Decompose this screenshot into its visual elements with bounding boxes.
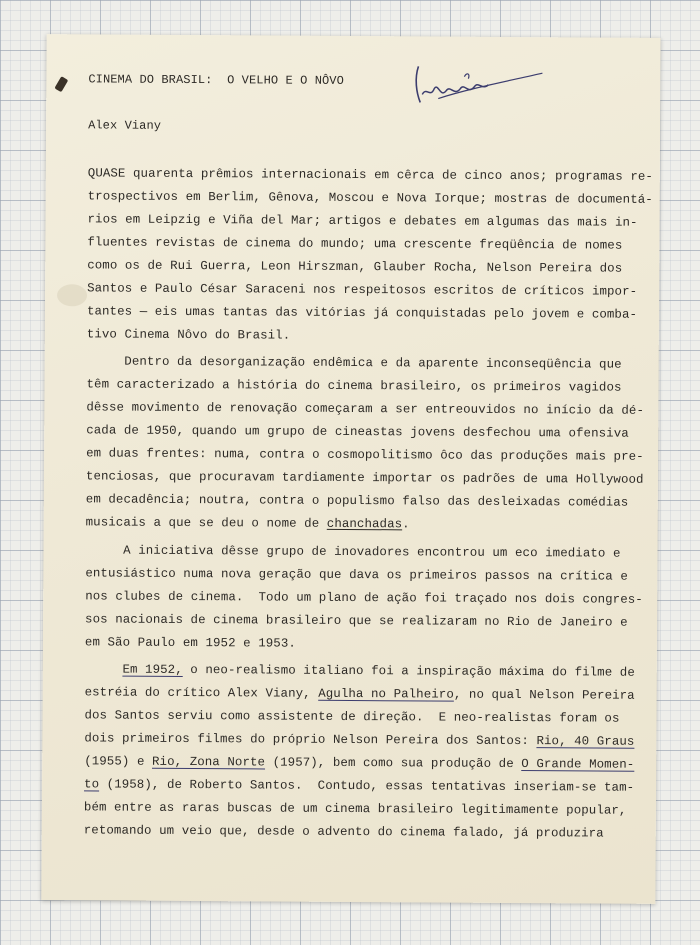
text-line: dos Santos serviu como assistente de direção. E neo-realistas foram os bbox=[84, 708, 620, 726]
text-segment: estréia do crítico Alex Viany, bbox=[84, 685, 319, 701]
paper-stain bbox=[57, 284, 87, 306]
text-line: em decadência; noutra, contra o populismo falso das desleixadas comédias bbox=[85, 492, 629, 510]
film-title: O Grande Momen- bbox=[521, 757, 635, 772]
text-line: como os de Rui Guerra, Leon Hirszman, Glauber Rocha, Nelson Pereira dos bbox=[87, 258, 623, 276]
text-line bbox=[85, 685, 635, 702]
text-line: QUASE quarenta prêmios internacionais em cêrca de cinco anos; programas re- bbox=[87, 166, 654, 184]
underlined-term: chanchadas bbox=[326, 516, 403, 532]
text-segment bbox=[85, 662, 123, 676]
text-line: entusiástico numa nova geração que dava os primeiros passos na crítica e bbox=[85, 566, 628, 584]
pen-underlined-text: Em 1952, bbox=[122, 662, 183, 677]
text-segment: musicais a que se deu o nome de bbox=[85, 515, 327, 531]
text-line bbox=[84, 754, 634, 771]
film-title: Rio, 40 Graus bbox=[536, 734, 635, 749]
text-line bbox=[86, 515, 410, 531]
text-segment: (1958), de Roberto Santos. Contudo, essas tentativas inseriam-se tam- bbox=[99, 777, 635, 795]
text-line: em duas frentes: numa, contra o cosmopolitismo ôco das produções mais pre- bbox=[86, 446, 644, 464]
text-segment: (1957), bem como sua produção de bbox=[265, 755, 522, 772]
text-line: sos nacionais de cinema brasileiro que se realizaram no Rio de Janeiro e bbox=[85, 612, 628, 630]
text-line: nos clubes de cinema. Todo um plano de ação foi traçado nos dois congres- bbox=[85, 589, 643, 607]
text-line: tenciosas, que procuravam tardiamente importar os padrões de uma Hollywood bbox=[85, 469, 644, 487]
text-segment: (1955) e bbox=[84, 754, 153, 769]
text-line: retomando um veio que, desde o advento do cinema falado, já produzira bbox=[83, 823, 604, 841]
typed-page bbox=[41, 34, 660, 904]
text-line: fluentes revistas de cinema do mundo; uma crescente freqüência de nomes bbox=[87, 235, 623, 253]
text-line: Santos e Paulo César Saraceni nos respeitosos escritos de críticos impor- bbox=[87, 281, 638, 299]
handwritten-signature bbox=[408, 58, 548, 107]
text-line bbox=[84, 777, 634, 794]
tape-mark bbox=[54, 76, 68, 92]
text-line: trospectivos em Berlim, Gênova, Moscou e Nova Iorque; mostras de documentá- bbox=[87, 189, 653, 207]
film-title: Agulha no Palheiro bbox=[318, 686, 454, 702]
text-segment: . bbox=[402, 517, 410, 532]
document-author: Alex Viany bbox=[88, 118, 162, 133]
document-title: CINEMA DO BRASIL: O VELHO E O NÔVO bbox=[88, 72, 344, 88]
text-line bbox=[84, 731, 634, 748]
text-line bbox=[85, 662, 635, 679]
film-title: to bbox=[84, 777, 100, 792]
text-line: Dentro da desorganização endêmica e da aparente inconseqüência que bbox=[86, 354, 622, 372]
text-line: A iniciativa dêsse grupo de inovadores encontrou um eco imediato e bbox=[85, 543, 621, 561]
text-line: tivo Cinema Nôvo do Brasil. bbox=[86, 327, 291, 343]
text-line: cada de 1950, quando um grupo de cineastas jovens desfechou uma ofensiva bbox=[86, 423, 629, 441]
text-line: tantes — eis umas tantas das vitórias já conquistadas pelo jovem e comba- bbox=[86, 304, 638, 322]
text-segment: dois primeiros filmes do próprio Nelson Pereira dos Santos: bbox=[84, 731, 537, 749]
text-line: têm caracterizado a história do cinema brasileiro, os primeiros vagidos bbox=[86, 377, 622, 395]
text-segment: o neo-realismo italiano foi a inspiração máxima do filme de bbox=[182, 662, 635, 680]
text-line: rios em Leipzig e Viña del Mar; artigos e debates em algumas das mais in- bbox=[87, 212, 638, 230]
text-line: dêsse movimento de renovação começaram a ser entreouvidos no início da dé- bbox=[86, 400, 645, 418]
text-line: em São Paulo em 1952 e 1953. bbox=[84, 635, 296, 651]
text-line: bém entre as raras buscas de um cinema brasileiro legitimamente popular, bbox=[83, 800, 627, 818]
text-segment: , no qual Nelson Pereira bbox=[453, 687, 635, 703]
film-title: Rio, Zona Norte bbox=[151, 754, 266, 770]
